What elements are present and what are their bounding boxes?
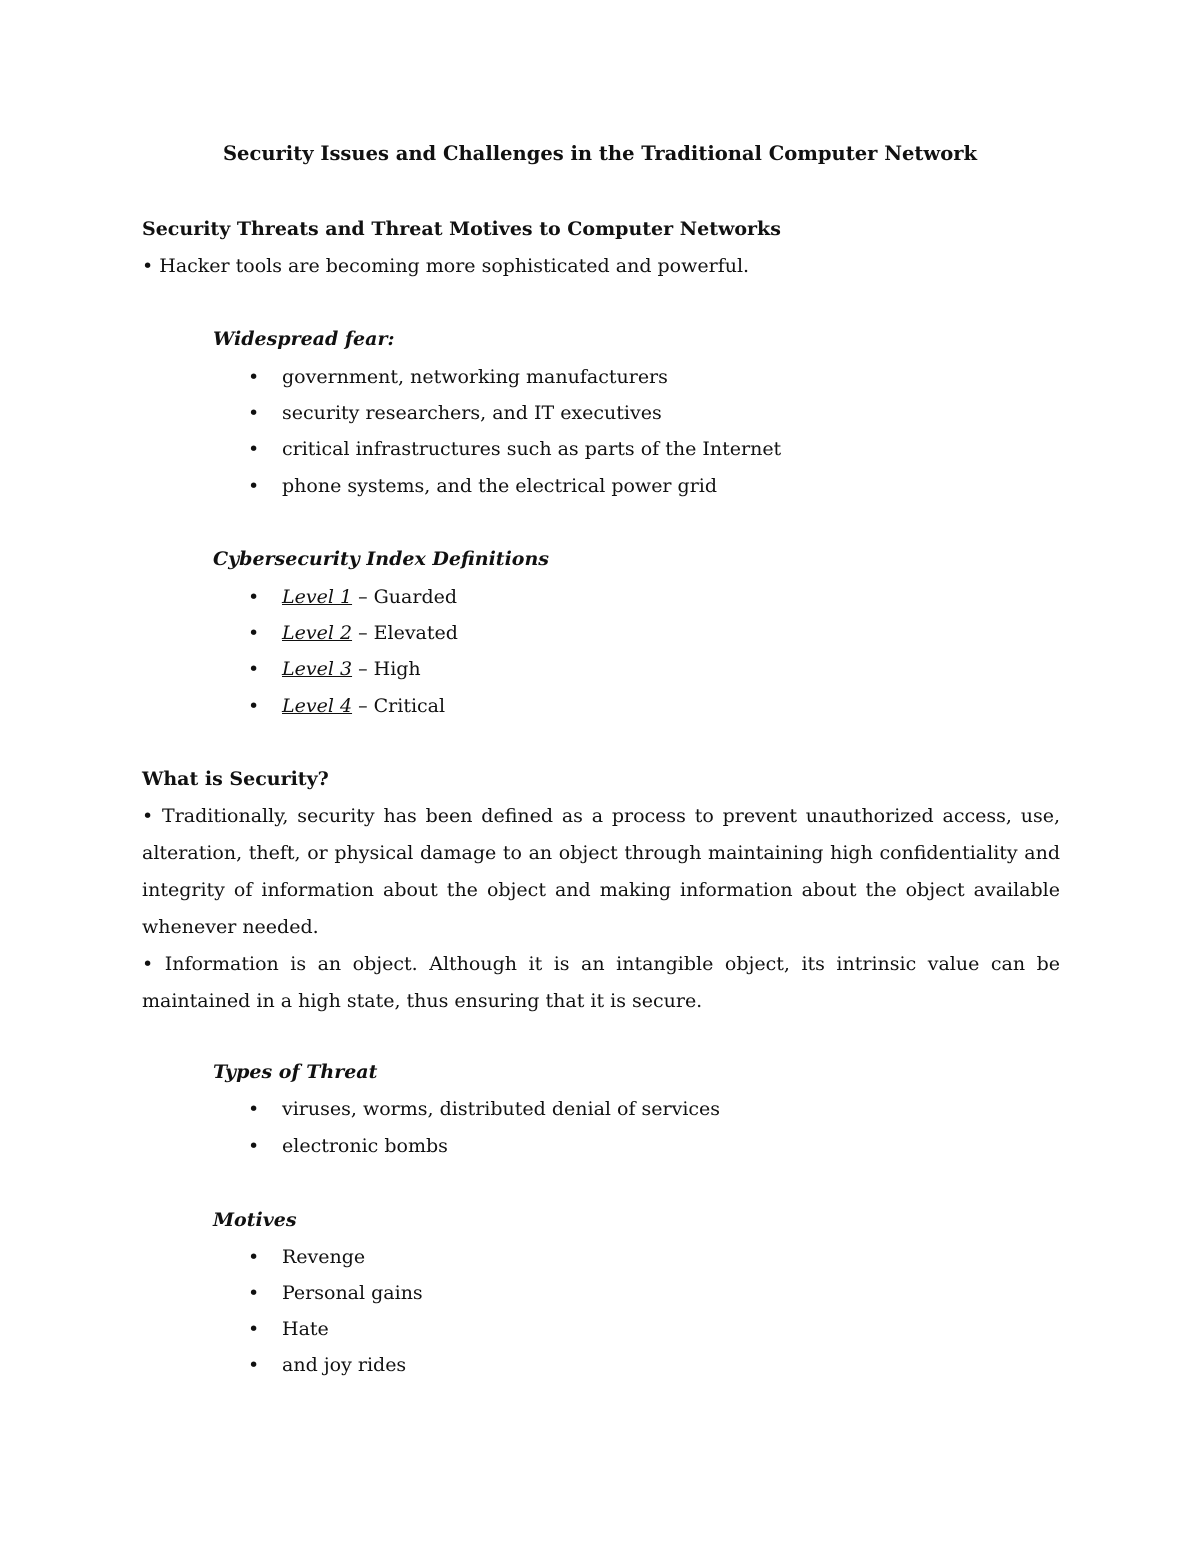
list-item: • government, networking manufacturers [248, 366, 668, 388]
motives-heading: Motives [213, 1209, 297, 1231]
list-item: • and joy rides [248, 1354, 407, 1376]
cyber-index-heading: Cybersecurity Index Definitions [213, 548, 549, 570]
document-title: Security Issues and Challenges in the Traditional Computer Network [222, 142, 978, 165]
level-item: • Level 2 – Elevated [248, 622, 458, 644]
widespread-fear-heading: Widespread fear: [213, 328, 395, 350]
list-item: • critical infrastructures such as parts of the Internet [248, 438, 782, 460]
security-paragraph-1: • Traditionally, security has been defined as a process to prevent unauthorized access, use, alteration, theft, or physical damage to an object through maintaining high confidentiality and integrity of information about the object and making information about the object available whenever needed. [142, 805, 1060, 938]
list-item: • Revenge [248, 1246, 366, 1268]
security-definition-body [142, 798, 1060, 1020]
list-item: • Personal gains [248, 1282, 423, 1304]
list-item: • security researchers, and IT executives [248, 402, 662, 424]
list-item: • Hate [248, 1318, 329, 1340]
level-item: • Level 4 – Critical [248, 695, 446, 717]
types-of-threat-heading: Types of Threat [213, 1061, 378, 1083]
list-item: • viruses, worms, distributed denial of services [248, 1098, 721, 1120]
intro-bullet: • Hacker tools are becoming more sophisticated and powerful. [142, 255, 750, 277]
list-item: • electronic bombs [248, 1135, 448, 1157]
list-item: • phone systems, and the electrical power grid [248, 475, 718, 497]
level-item: • Level 1 – Guarded [248, 586, 458, 608]
section-heading-threats: Security Threats and Threat Motives to Computer Networks [142, 218, 781, 240]
what-is-security-heading: What is Security? [142, 768, 329, 790]
security-paragraph-2: • Information is an object. Although it is an intangible object, its intrinsic value can be maintained in a high state, thus ensuring that it is secure. [142, 953, 1060, 1012]
level-item: • Level 3 – High [248, 658, 421, 680]
